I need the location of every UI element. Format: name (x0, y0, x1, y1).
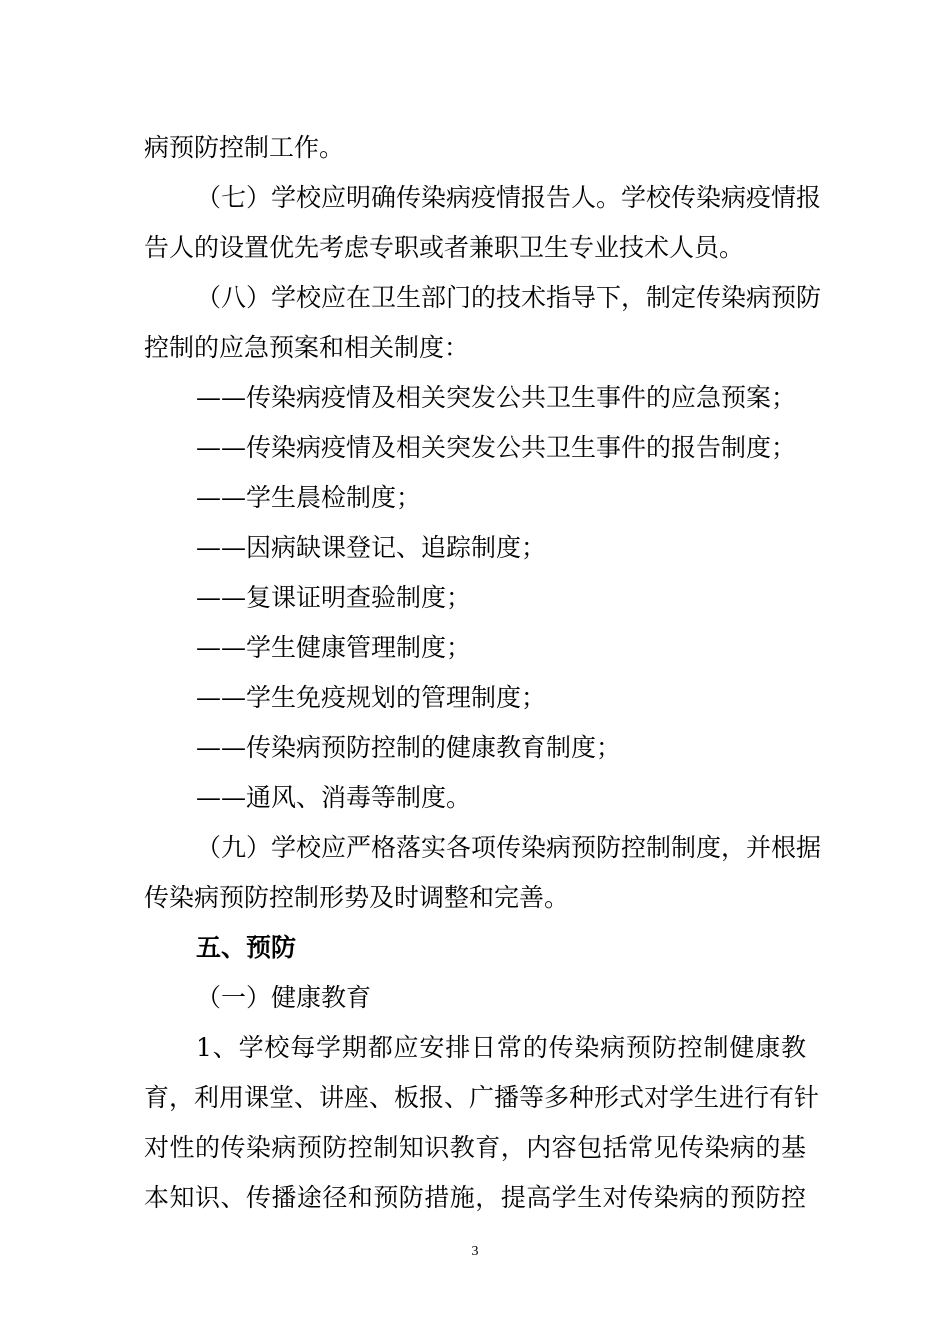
list-item: ——通风、消毒等制度。 (196, 783, 472, 812)
paragraph-line: 对性的传染病预防控制知识教育，内容包括常见传染病的基 (144, 1133, 806, 1162)
list-item: ——学生免疫规划的管理制度； (196, 683, 547, 712)
list-item: ——因病缺课登记、追踪制度； (196, 533, 547, 562)
paragraph-line: 传染病预防控制形势及时调整和完善。 (144, 883, 570, 912)
paragraph-line: 控制的应急预案和相关制度： (144, 333, 470, 362)
section-heading: 五、预防 (196, 933, 297, 962)
paragraph-line: 育，利用课堂、讲座、板报、广播等多种形式对学生进行有针 (144, 1083, 820, 1112)
list-item: ——复课证明查验制度； (196, 583, 472, 612)
paragraph-line: 病预防控制工作。 (144, 133, 345, 162)
list-item: ——传染病疫情及相关突发公共卫生事件的应急预案； (196, 383, 797, 412)
paragraph-line: （七）学校应明确传染病疫情报告人。学校传染病疫情报 (196, 183, 822, 212)
paragraph-line: （八）学校应在卫生部门的技术指导下，制定传染病预防 (196, 283, 822, 312)
list-item: ——学生晨检制度； (196, 483, 422, 512)
page-number: 3 (471, 1244, 479, 1259)
paragraph-line: 告人的设置优先考虑专职或者兼职卫生专业技术人员。 (144, 233, 745, 262)
paragraph-line: 1、学校每学期都应安排日常的传染病预防控制健康教 (196, 1033, 806, 1062)
list-item: ——传染病预防控制的健康教育制度； (196, 733, 622, 762)
paragraph-line: 本知识、传播途径和预防措施，提高学生对传染病的预防控 (144, 1183, 806, 1212)
paragraph-line: （九）学校应严格落实各项传染病预防控制制度，并根据 (196, 833, 822, 862)
list-item: ——学生健康管理制度； (196, 633, 472, 662)
subsection-heading: （一）健康教育 (196, 983, 372, 1012)
list-item: ——传染病疫情及相关突发公共卫生事件的报告制度； (196, 433, 797, 462)
